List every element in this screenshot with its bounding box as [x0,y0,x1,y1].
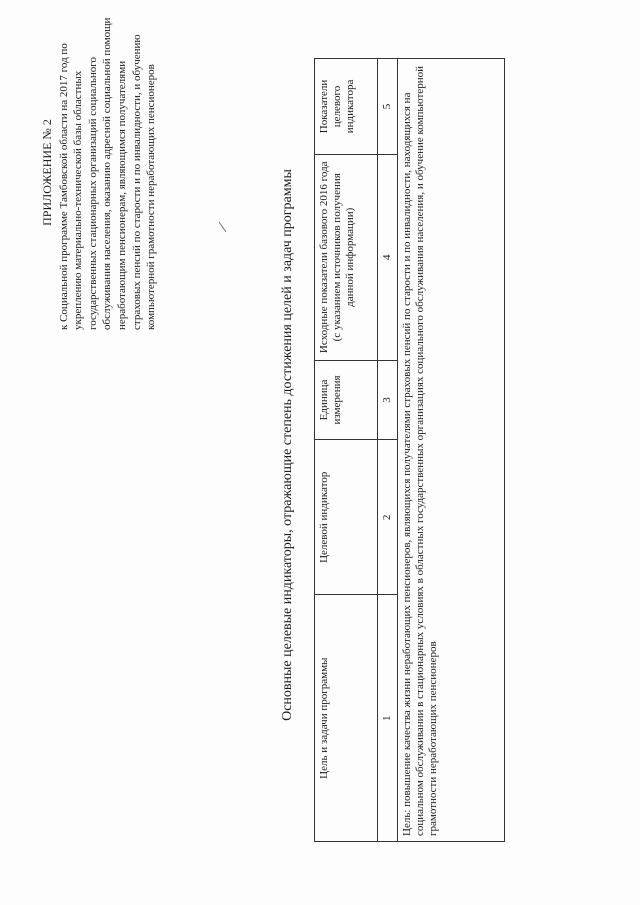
pen-mark [219,222,227,232]
column-number-row [378,59,398,842]
table-header-row [315,59,378,842]
column-number: 1 [378,595,398,842]
goal-row [398,59,505,842]
indicators-table [314,58,505,842]
appendix-text: к Социальной программе Тамбовской области на 2017 год по укреплению материально-технической базы областных государственных стационарных организаций социального обслуживания населения, оказанию адресной социальной помощи неработающим пенсионерам, являющимся получателями страховых пенсий по старости и по инвалидности, и обучению компьютерной грамотности неработающих пенсионеров [57,17,158,330]
column-number: 2 [378,440,398,595]
appendix-block [40,15,159,330]
column-number: 5 [378,59,398,155]
column-number: 4 [378,154,398,360]
header-indicator: Целевой индикатор [315,440,378,595]
header-baseline: Исходные показатели базового 2016 года (с указанием источников получения данной информации) [315,154,378,360]
header-unit: Единица измерения [315,360,378,440]
goal-text: Цель: повышение качества жизни неработающих пенсионеров, являющихся получателями страховых пенсий по старости и по инвалидности, находящихся на социальном обслуживании в стационарных условиях в областных государственных организациях социального обслуживания населения, и обучение компьютерной грамотности неработающих пенсионеров [398,59,505,842]
header-goal: Цель и задачи программы [315,595,378,842]
column-number: 3 [378,360,398,440]
header-target: Показатели целевого индикатора [315,59,378,155]
section-title: Основные целевые индикаторы, отражающие степень достижения целей и задач программы [280,169,295,721]
appendix-title: ПРИЛОЖЕНИЕ № 2 [40,119,54,226]
